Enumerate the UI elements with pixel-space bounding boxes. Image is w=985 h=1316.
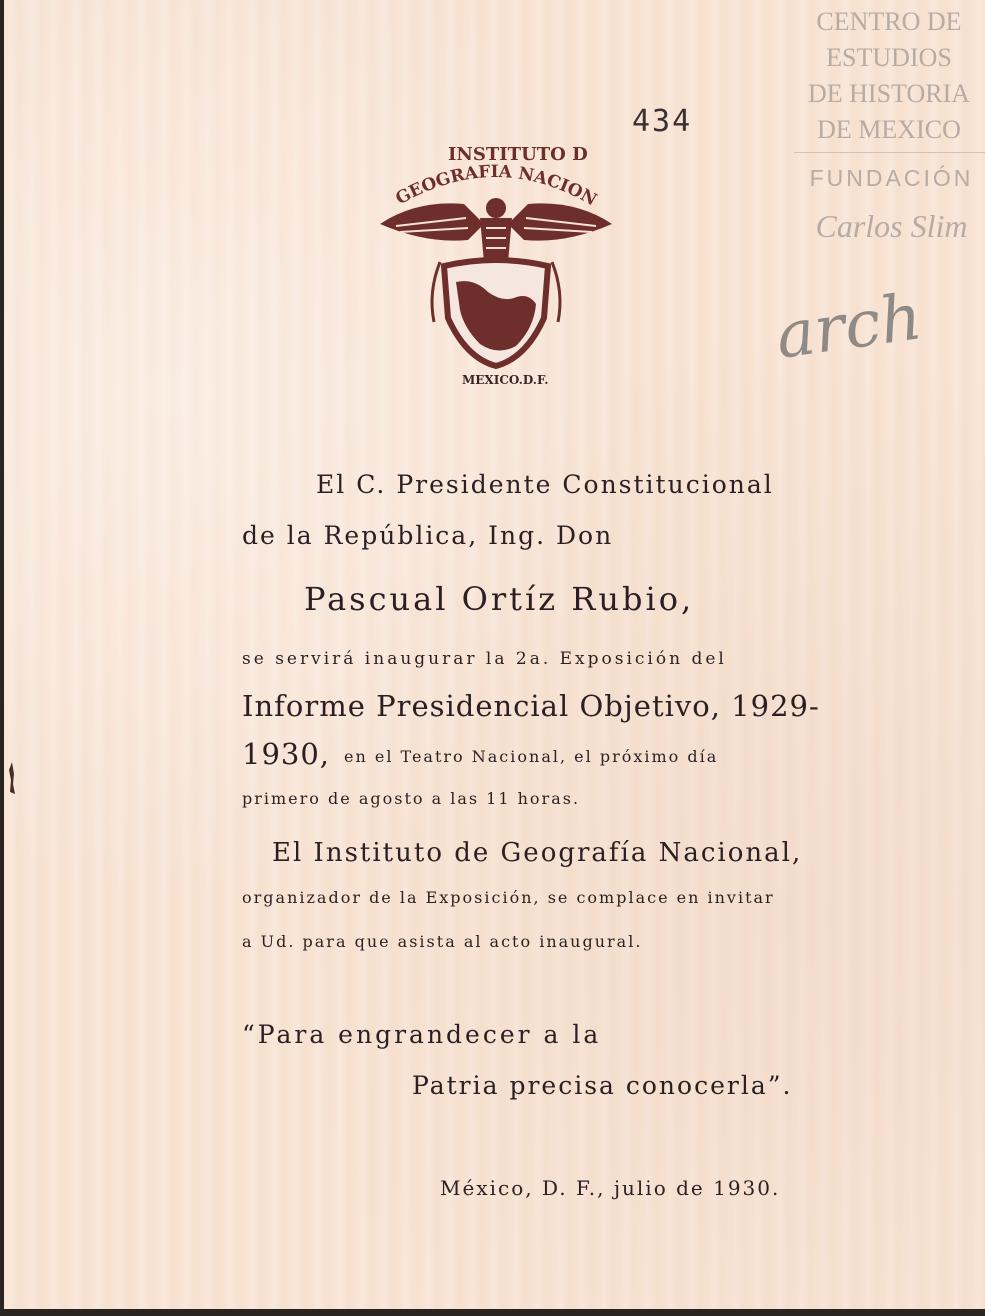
- shield-ribbon-left: [432, 262, 440, 322]
- invitation-line-9: organizador de la Exposición, se complace en invitar: [242, 888, 775, 907]
- handwritten-note: arch: [771, 280, 927, 374]
- eagle-body: [480, 218, 512, 262]
- watermark-line: DE MEXICO: [817, 115, 961, 144]
- shield-ribbon-right: [552, 262, 560, 322]
- president-name: Pascual Ortíz Rubio,: [304, 580, 695, 618]
- invitation-time: primero de agosto a las 11 horas.: [242, 789, 581, 808]
- invitation-line-10: a Ud. para que asista al acto inaugural.: [242, 932, 643, 951]
- invitation-line-1: El C. Presidente Constitucional: [316, 470, 774, 499]
- emblem-top-text: INSTITUTO D: [448, 144, 588, 165]
- eagle-shield-icon: [376, 132, 616, 392]
- motto-line-2: Patria precisa conocerla”.: [412, 1071, 793, 1100]
- motto-line-1: “Para engrandecer a la: [242, 1020, 602, 1049]
- institute-name: El Instituto de Geografía Nacional,: [272, 838, 803, 868]
- emblem-bottom-text: MEXICO.D.F.: [462, 373, 549, 387]
- invitation-line-2: de la República, Ing. Don: [242, 521, 614, 550]
- watermark-institution: [794, 4, 984, 148]
- exhibition-year: 1930,: [242, 737, 331, 771]
- watermark-foundation: FUNDACIÓN: [809, 165, 974, 191]
- ink-spot-icon: [8, 762, 16, 796]
- invitation-venue: en el Teatro Nacional, el próximo día: [344, 747, 719, 766]
- invitation-line-4: se servirá inaugurar la 2a. Exposición del: [242, 649, 727, 669]
- document-page: [4, 0, 985, 1309]
- eagle-head: [486, 198, 506, 218]
- place-date: México, D. F., julio de 1930.: [440, 1176, 781, 1200]
- watermark-divider: [794, 152, 985, 153]
- watermark-line: CENTRO DE: [816, 7, 962, 36]
- watermark-line: ESTUDIOS: [826, 43, 952, 72]
- institute-emblem: [376, 132, 616, 392]
- watermark-signature: Carlos Slim: [815, 208, 968, 244]
- document-number: 434: [632, 104, 693, 139]
- exhibition-title: Informe Presidencial Objetivo, 1929-: [242, 689, 820, 723]
- watermark-line: DE HISTORIA: [807, 79, 971, 108]
- emblem-arc-path-text: GEOGRAFIA NACION: [392, 161, 601, 211]
